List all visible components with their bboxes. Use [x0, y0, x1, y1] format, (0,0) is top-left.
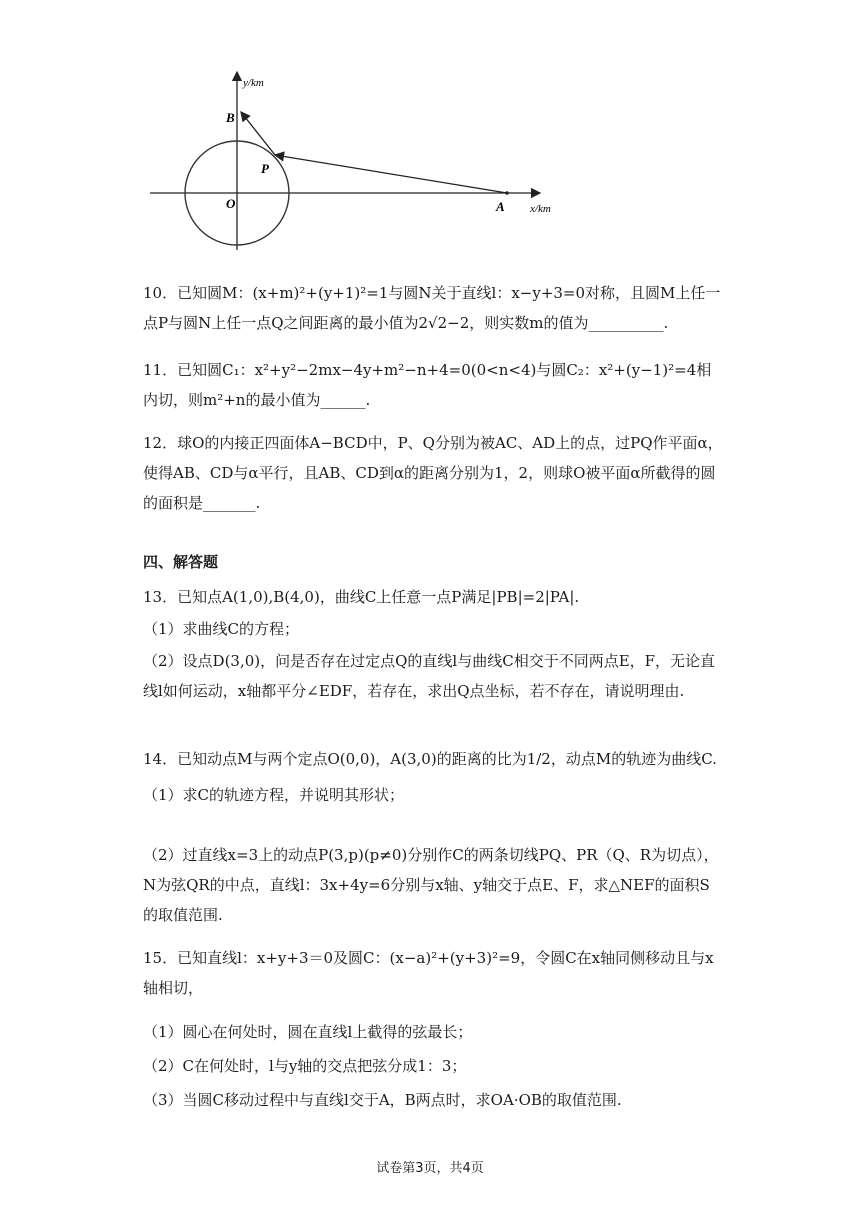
question-14-part-1: （1）求C的轨迹方程，并说明其形状； [143, 786, 405, 804]
question-14-part-2: （2）过直线x=3上的动点P(3,p)(p≠0)分别作C的两条切线PQ、PR（Q、R为切点），N为弦QR的中点，直线l：3x+4y=6分别与x轴、y轴交于点E、F，求△NEF的面积S的取值范围. [143, 846, 719, 924]
question-15: 15．已知直线l：x+y+3＝0及圆C：(x−a)²+(y+3)²=9，令圆C在x轴同侧移动且与x轴相切， [143, 949, 714, 997]
question-11: 11．已知圆C₁：x²+y²−2mx−4y+m²−n+4=0(0<n<4)与圆C₂：x²+(y−1)²=4相内切，则m²+n的最小值为______. [143, 361, 712, 409]
label-O: O [226, 196, 236, 211]
section-title: 四、解答题 [143, 553, 219, 571]
geometry-figure [140, 60, 570, 260]
question-10: 10．已知圆M：(x+m)²+(y+1)²=1与圆N关于直线l：x−y+3=0对称，且圆M上任一点P与圆N上任一点Q之间距离的最小值为2√2−2，则实数m的值为__________. [143, 284, 721, 332]
question-13: 13．已知点A(1,0),B(4,0)，曲线C上任意一点P满足|PB|=2|PA|. [143, 588, 580, 606]
question-15-part-2: （2）C在何处时，l与y轴的交点把弦分成1：3； [143, 1057, 467, 1075]
page-footer: 试卷第3页，共4页 [376, 1161, 484, 1176]
question-12: 12．球O的内接正四面体A−BCD中，P、Q分别为被AC、AD上的点，过PQ作平面α，使得AB、CD与α平行，且AB、CD到α的距离分别为1，2，则球O被平面α所截得的圆的面积是_______. [143, 434, 723, 512]
question-14: 14．已知动点M与两个定点O(0,0)，A(3,0)的距离的比为1/2，动点M的轨迹为曲线C. [143, 750, 717, 768]
question-13-part-1: （1）求曲线C的方程； [143, 620, 300, 638]
question-13-part-2: （2）设点D(3,0)，问是否存在过定点Q的直线l与曲线C相交于不同两点E，F，无论直线l如何运动，x轴都平分∠EDF，若存在，求出Q点坐标，若不存在，请说明理由. [143, 652, 716, 700]
x-axis-label: x/km [530, 203, 551, 215]
segment-AP [275, 155, 507, 193]
y-axis-label: y/km [243, 77, 264, 89]
point-A [505, 191, 509, 195]
label-P: P [261, 161, 269, 176]
label-B: B [226, 110, 235, 125]
label-A: A [496, 199, 505, 214]
question-15-part-1: （1）圆心在何处时，圆在直线l上截得的弦最长； [143, 1023, 473, 1041]
question-15-part-3: （3）当圆C移动过程中与直线l交于A，B两点时，求OA·OB的取值范围. [143, 1091, 622, 1109]
segment-PB [241, 112, 275, 155]
